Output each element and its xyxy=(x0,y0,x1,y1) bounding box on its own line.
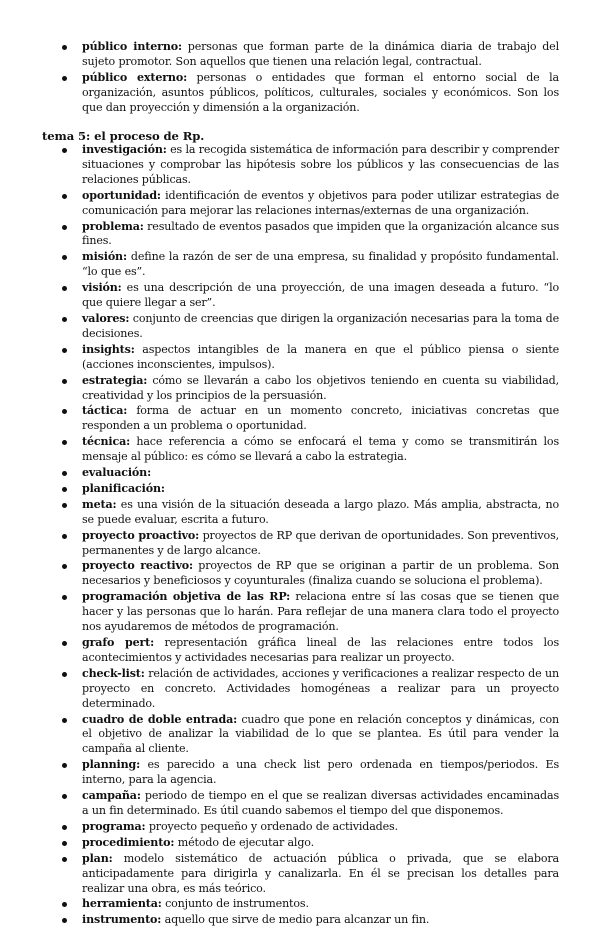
section-title: tema 5: el proceso de Rp. xyxy=(42,129,205,143)
definition: método de ejecutar algo. xyxy=(174,835,314,849)
list-item xyxy=(0,852,600,897)
list-item xyxy=(0,189,600,219)
list-item xyxy=(0,143,600,188)
definition: representación gráfica lineal de las relaciones entre todos los acontecimientos y actividades necesarias para realizar un proyecto. xyxy=(82,636,559,664)
definition: modelo sistemático de actuación pública o privada, que se elabora anticipadamente para dirigirla y canalizarla. En él se precisan los detalles para realizar una obra, es más teórico. xyxy=(82,851,559,895)
list-item xyxy=(0,636,600,666)
term: oportunidad: xyxy=(82,188,161,202)
list-item xyxy=(0,374,600,404)
definition: personas o entidades que forman el entorno social de la organización, asuntos públicos, políticos, culturales, sociales y económicos. Son los que dan proyección y dimensión a la organización. xyxy=(82,70,559,114)
term: instrumento: xyxy=(82,913,162,927)
list-item xyxy=(0,789,600,819)
definition-list xyxy=(0,143,600,928)
term: público externo: xyxy=(82,70,188,84)
definition: proyectos de RP que derivan de oportunidades. Son preventivos, permanentes y de largo alcance. xyxy=(82,528,559,557)
term: procedimiento: xyxy=(82,835,175,849)
list-item xyxy=(0,913,600,928)
list-item xyxy=(0,713,600,758)
list-item xyxy=(0,281,600,311)
definition: forma de actuar en un momento concreto, iniciativas concretas que responden a un problema o oportunidad. xyxy=(82,404,559,433)
term: táctica: xyxy=(82,404,128,418)
definition: proyectos de RP que se originan a partir de un problema. Son necesarios y beneficiosos y coyunturales (finaliza cuando se soluciona el problema). xyxy=(82,559,560,588)
term: problema: xyxy=(82,219,144,233)
definition: conjunto de instrumentos. xyxy=(161,897,309,911)
list-item xyxy=(0,559,600,589)
term: visión: xyxy=(82,281,122,295)
term: planning: xyxy=(82,758,141,772)
definition: cómo se llevarán a cabo los objetivos teniendo en cuenta su viabilidad, creatividad y los principios de la persuasión. xyxy=(82,373,559,402)
term: investigación: xyxy=(82,143,167,156)
definition: cuadro que pone en relación conceptos y dinámicas, con el objetivo de analizar la viabilidad de lo que se plantea. Es útil para vender la campaña al cliente. xyxy=(82,712,559,756)
list-item xyxy=(0,220,600,250)
list-item xyxy=(0,498,600,528)
term: grafo pert: xyxy=(82,636,155,649)
definition: aspectos intangibles de la manera en que el público piensa o siente (acciones inconscientes, impulsos). xyxy=(82,342,559,371)
list-item xyxy=(0,404,600,434)
term: cuadro de doble entrada: xyxy=(82,712,238,726)
list-item xyxy=(0,435,600,465)
list-item xyxy=(0,312,600,342)
list-item xyxy=(0,250,600,280)
term: evaluación: xyxy=(82,466,152,480)
term: meta: xyxy=(82,497,117,511)
list-item xyxy=(0,71,600,116)
list-item xyxy=(0,343,600,373)
definition: es la recogida sistemática de información para describir y comprender situaciones y comprobar las hipótesis sobre los públicos y las consecuencias de las relaciones públicas. xyxy=(82,143,559,186)
top-definition-list xyxy=(0,40,600,116)
term: check-list: xyxy=(82,666,145,680)
term: estrategia: xyxy=(82,373,148,387)
definition: relación de actividades, acciones y verificaciones a realizar respecto de un proyecto en concreto. Actividades homogéneas a realizar para un proyecto determinado. xyxy=(82,666,559,710)
definition: identificación de eventos y objetivos para poder utilizar estrategias de comunicación para mejorar las relaciones internas/externas de una organización. xyxy=(82,188,559,217)
definition: proyecto pequeño y ordenado de actividades. xyxy=(145,819,398,833)
term: programa: xyxy=(82,819,146,833)
definition: aquello que sirve de medio para alcanzar un fin. xyxy=(161,913,430,927)
term: técnica: xyxy=(82,435,131,449)
term: plan: xyxy=(82,851,113,865)
term: campaña: xyxy=(82,789,141,803)
list-item xyxy=(0,758,600,788)
definition: personas que forman parte de la dinámica diaria de trabajo del sujeto promotor. Son aquellos que tienen una relación legal, contractual. xyxy=(82,40,559,68)
definition: conjunto de creencias que dirigen la organización necesarias para la toma de decisiones. xyxy=(82,311,559,340)
term: planificación: xyxy=(82,481,165,495)
list-item xyxy=(0,529,600,559)
definition: resultado de eventos pasados que impiden que la organización alcance sus fines. xyxy=(82,219,559,248)
list-item xyxy=(0,40,600,70)
term: proyecto reactivo: xyxy=(82,559,193,573)
list-item xyxy=(0,466,600,481)
definition: periodo de tiempo en el que se realizan diversas actividades encaminadas a un fin determinado. Es útil cuando sabemos el tiempo del que disponemos. xyxy=(82,789,559,817)
definition: hace referencia a cómo se enfocará el tema y como se transmitirán los mensaje al público: es cómo se llevará a cabo la estrategia. xyxy=(82,435,559,464)
definition: es parecido a una check list pero ordenada en tiempos/periodos. Es interno, para la agencia. xyxy=(82,758,559,787)
term: público interno: xyxy=(82,40,182,53)
definition: es una visión de la situación deseada a largo plazo. Más amplia, abstracta, no se puede evaluar, escrita a futuro. xyxy=(82,497,559,526)
term: insights: xyxy=(82,342,135,356)
term: valores: xyxy=(82,311,130,325)
list-item xyxy=(0,836,600,851)
list-item xyxy=(0,482,600,497)
definition: es una descripción de una proyección, de una imagen deseada a futuro. “lo que quiere llegar a ser”. xyxy=(82,281,559,310)
list-item xyxy=(0,820,600,835)
list-item xyxy=(0,897,600,912)
list-item xyxy=(0,667,600,712)
definition: define la razón de ser de una empresa, su finalidad y propósito fundamental. “lo que es”. xyxy=(82,250,559,279)
term: proyecto proactivo: xyxy=(82,528,200,542)
term: programación objetiva de las RP: xyxy=(82,590,291,604)
term: herramienta: xyxy=(82,897,162,911)
definition: relaciona entre sí las cosas que se tienen que hacer y las personas que lo harán. Para reflejar de una manera clara todo el proyecto nos ayudaremos de métodos de programación. xyxy=(82,590,559,634)
term: misión: xyxy=(82,250,127,264)
list-item xyxy=(0,590,600,635)
